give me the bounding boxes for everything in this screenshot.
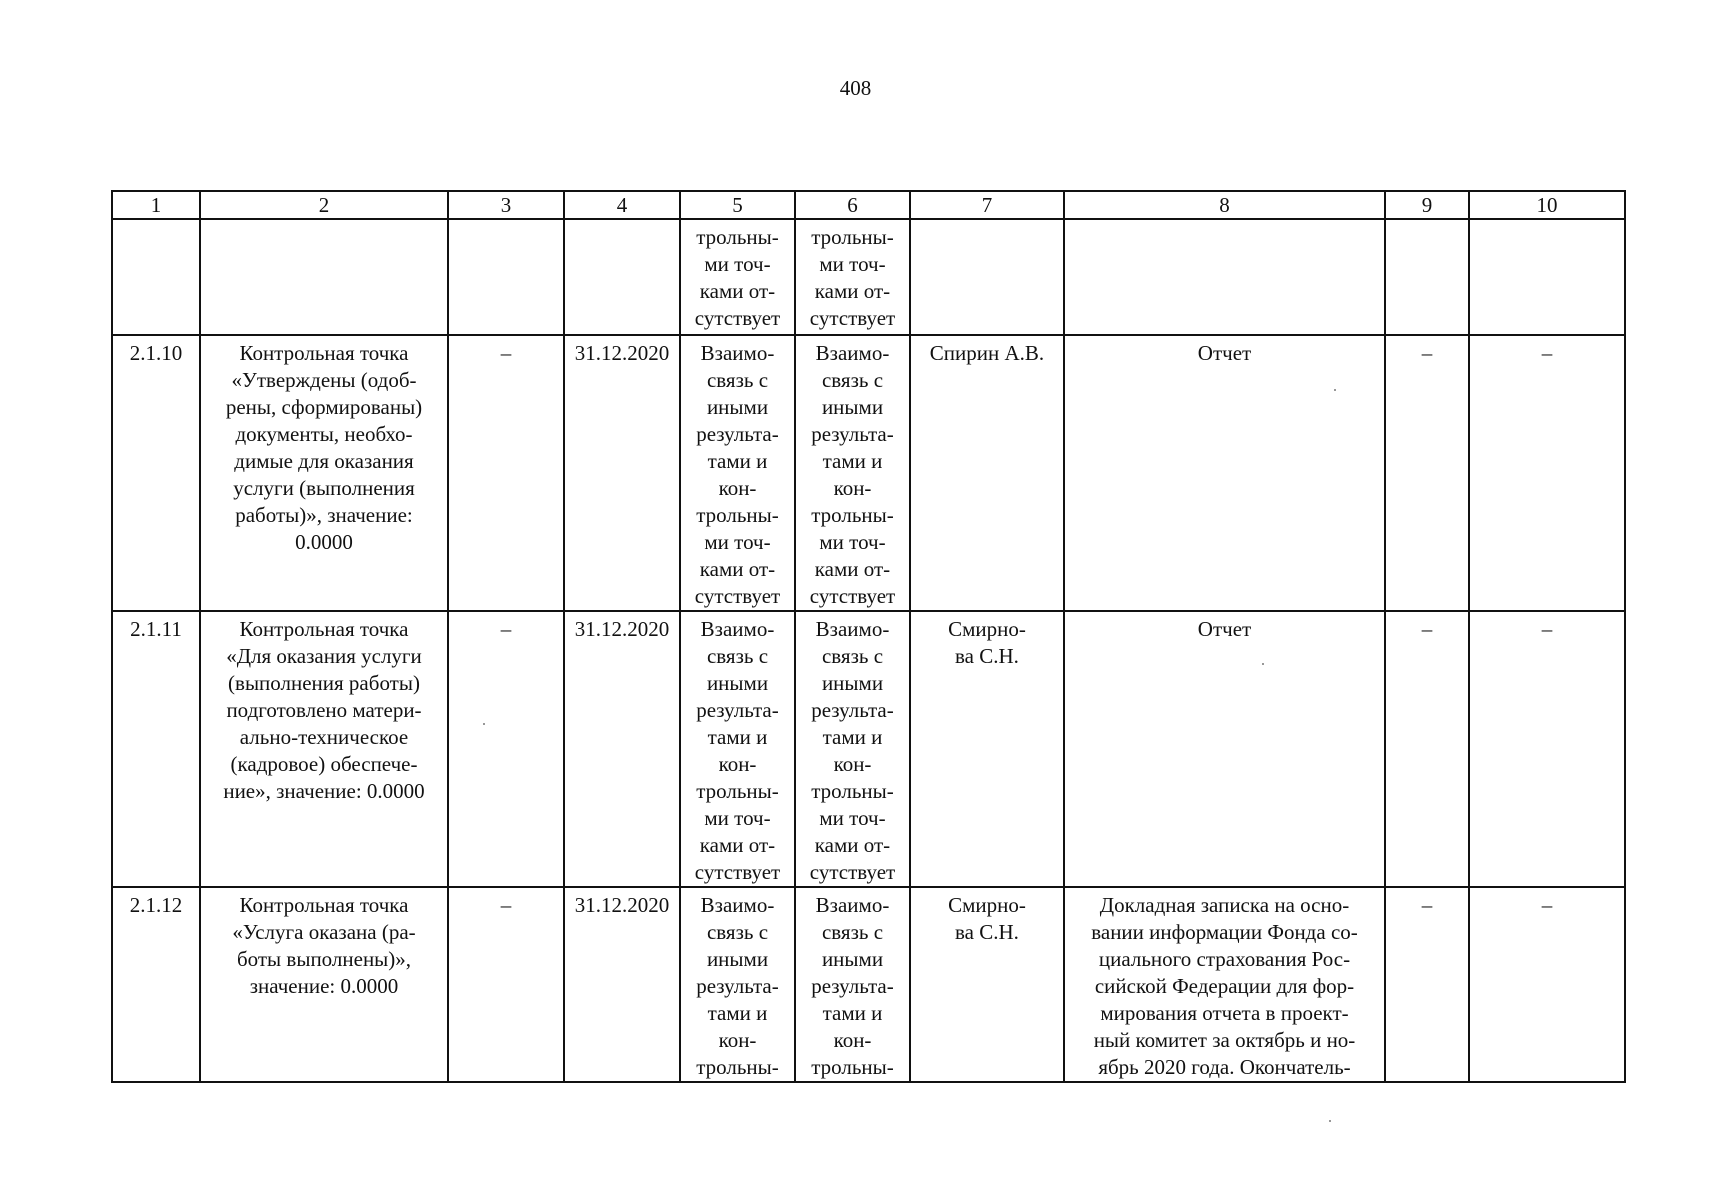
cell-empty [200,219,448,335]
cell-col9: – [1385,611,1469,887]
header-cell: 6 [795,191,910,219]
cell-col10: – [1469,611,1625,887]
cell-date: 31.12.2020 [564,335,680,611]
cell-empty [112,219,200,335]
scan-speck [1334,389,1336,391]
cell-empty [448,219,564,335]
scan-speck [1262,663,1264,665]
header-cell: 9 [1385,191,1469,219]
header-cell: 2 [200,191,448,219]
cell-responsible: Спирин А.В. [910,335,1064,611]
cell-relation-results: трольны- ми точ- ками от- сутствует [680,219,795,335]
table-row [112,335,1625,611]
cell-relation-points: Взаимо- связь с иными результа- тами и кон- трольны- ми точ- ками от- сутствует [795,335,910,611]
cell-document: Отчет [1064,335,1385,611]
header-cell: 5 [680,191,795,219]
cell-date: 31.12.2020 [564,611,680,887]
cell-relation-results: Взаимо- связь с иными результа- тами и кон- трольны- ми точ- ками от- сутствует [680,611,795,887]
cell-empty [1064,219,1385,335]
header-cell: 3 [448,191,564,219]
header-cell: 7 [910,191,1064,219]
cell-document: Отчет [1064,611,1385,887]
cell-relation-points: трольны- ми точ- ками от- сутствует [795,219,910,335]
cell-relation-points: Взаимо- связь с иными результа- тами и кон- трольны- [795,887,910,1082]
scan-speck [483,723,485,725]
cell-col3: – [448,611,564,887]
header-row [112,191,1625,219]
cell-number: 2.1.10 [112,335,200,611]
header-cell: 1 [112,191,200,219]
cell-responsible: Смирно- ва С.Н. [910,611,1064,887]
table-row [112,611,1625,887]
header-cell: 8 [1064,191,1385,219]
cell-col10: – [1469,887,1625,1082]
table-row [112,887,1625,1082]
control-points-table [111,190,1626,1083]
cell-col10: – [1469,335,1625,611]
cell-date: 31.12.2020 [564,887,680,1082]
cell-relation-points: Взаимо- связь с иными результа- тами и кон- трольны- ми точ- ками от- сутствует [795,611,910,887]
table-row-continuation [112,219,1625,335]
scan-speck [1329,1120,1331,1122]
cell-empty [564,219,680,335]
cell-document: Докладная записка на осно- вании информации Фонда со- циального страхования Рос- сийской Федерации для фор- мирования отчета в проект- ный комитет за октябрь и но- ябрь 2020 года. Окончатель- [1064,887,1385,1082]
cell-description: Контрольная точка «Для оказания услуги (выполнения работы) подготовлено матери- ально-техническое (кадровое) обеспече- ние», значение: 0.0000 [200,611,448,887]
cell-col3: – [448,887,564,1082]
cell-col9: – [1385,887,1469,1082]
cell-relation-results: Взаимо- связь с иными результа- тами и кон- трольны- [680,887,795,1082]
cell-relation-results: Взаимо- связь с иными результа- тами и кон- трольны- ми точ- ками от- сутствует [680,335,795,611]
cell-description: Контрольная точка «Услуга оказана (ра- боты выполнены)», значение: 0.0000 [200,887,448,1082]
cell-empty [1385,219,1469,335]
cell-description: Контрольная точка «Утверждены (одоб- рены, сформированы) документы, необхо- димые для оказания услуги (выполнения работы)», значение: 0.0000 [200,335,448,611]
cell-number: 2.1.12 [112,887,200,1082]
cell-empty [910,219,1064,335]
header-cell: 4 [564,191,680,219]
cell-col9: – [1385,335,1469,611]
cell-empty [1469,219,1625,335]
page-number: 408 [839,76,872,100]
cell-responsible: Смирно- ва С.Н. [910,887,1064,1082]
cell-col3: – [448,335,564,611]
cell-number: 2.1.11 [112,611,200,887]
header-cell: 10 [1469,191,1625,219]
